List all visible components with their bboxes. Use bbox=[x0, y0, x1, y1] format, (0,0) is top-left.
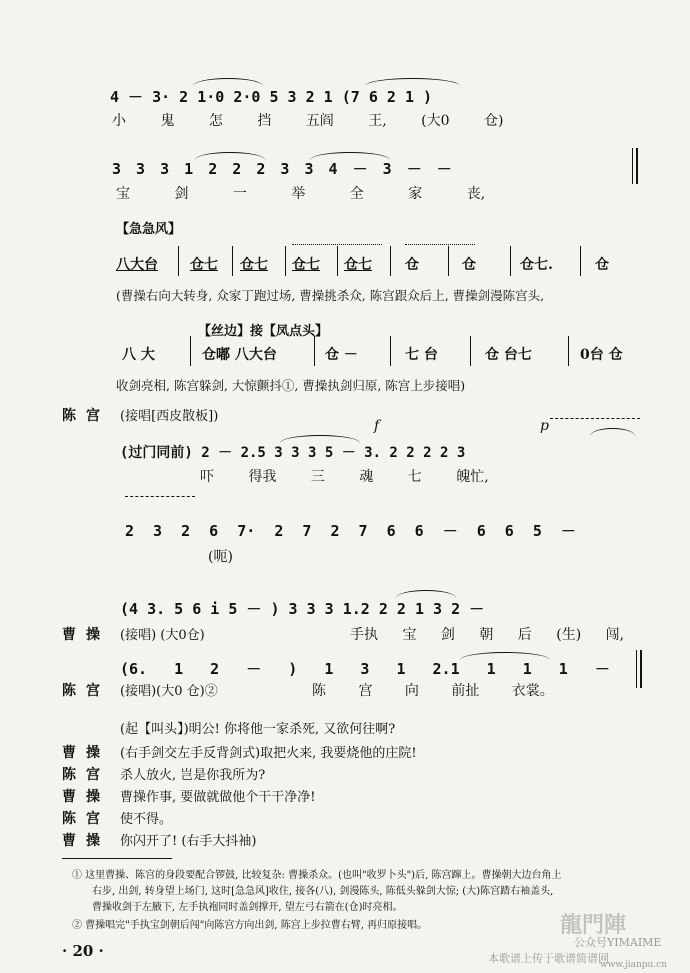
percussion-cell-1: 八大台 bbox=[116, 257, 158, 273]
notation-row-6: 2 3 2 6 7· 2 7 2 7 6 6 － 6 6 5 － bbox=[125, 522, 576, 540]
section-heading-sibian: 【丝边】接【凤点头】 bbox=[198, 324, 329, 339]
interlude-row-8: (接唱)(大0 仓)② bbox=[120, 684, 218, 699]
notation-row-2: 3 3 3 1 2 2 2 3 3 4 － 3 － － bbox=[112, 160, 452, 178]
dialogue-line-1: (起【叫头】)明公! 你将他一家杀死, 又欲何往啊? bbox=[120, 722, 396, 737]
page-number: · 20 · bbox=[62, 942, 104, 960]
percussion-cell-6: 仓 bbox=[405, 257, 419, 273]
lyric-row-2: 宝 剑 一 举 全 家 丧, bbox=[116, 186, 486, 202]
dialogue-role-5: 陈宫 bbox=[62, 811, 110, 827]
percussion-row-4-cell-2: 仓嘟 八大台 bbox=[202, 347, 277, 363]
dialogue-line-2: (右手剑交左手反背剑式)取把火来, 我要烧他的庄院! bbox=[120, 746, 417, 761]
role-label-chengong-1: 陈宫 bbox=[62, 408, 110, 424]
percussion-row-4-cell-3: 仓 － bbox=[325, 347, 358, 363]
percussion-cell-7: 仓 bbox=[462, 257, 476, 273]
percussion-cell-9: 仓 bbox=[595, 257, 609, 273]
lyric-row-8: 陈 宫 向 前扯 衣裳。 bbox=[312, 683, 554, 699]
percussion-row-4-cell-1: 八 大 bbox=[122, 347, 155, 363]
dialogue-role-2: 曹操 bbox=[62, 745, 110, 761]
footnote-1-line-3: 曹操收剑于左腋下, 左手执袍同时盖剑撑开, 望左弓右箭在(仓)时亮相。 bbox=[92, 902, 403, 913]
notation-row-8: (6. 1 2 － ) 1 3 1 2.1 1 1 1 － bbox=[120, 660, 610, 678]
watermark-line-1: 公众号YIMAIME bbox=[574, 936, 662, 949]
watermark-line-2: 本歌谱上传于歌谱简谱网 bbox=[488, 952, 609, 965]
lyric-row-1: 小 鬼 怎 挡 五阎 王, (大0 仓) bbox=[112, 113, 504, 129]
interlude-row-7: (接唱) (大0仓) bbox=[120, 628, 205, 643]
dialogue-line-6: 你闪开了! (右手大抖袖) bbox=[120, 834, 257, 849]
aria-heading-xipi: (接唱[西皮散板]) bbox=[120, 409, 219, 424]
percussion-row-4-cell-6: 0台 仓 bbox=[580, 347, 623, 363]
dialogue-role-6: 曹操 bbox=[62, 833, 110, 849]
section-heading-jijifeng: 【急急风】 bbox=[116, 222, 182, 237]
percussion-cell-8: 仓七. bbox=[520, 257, 553, 273]
role-label-chengong-2: 陈宫 bbox=[62, 683, 110, 699]
stage-direction-2: 收剑亮相, 陈宫躲剑, 大惊颤抖①, 曹操执剑归原, 陈宫上步接唱) bbox=[116, 378, 466, 393]
dialogue-line-4: 曹操作事, 要做就做他个干干净净! bbox=[120, 790, 316, 805]
dialogue-line-3: 杀人放火, 岂是你我所为? bbox=[120, 768, 266, 783]
stage-direction-1: (曹操右向大转身, 众家丁跑过场, 曹操挑杀众, 陈宫跟众后上, 曹操剑漫陈宫头, bbox=[116, 288, 545, 303]
percussion-row-4-cell-5: 仓 台七 bbox=[485, 347, 532, 363]
percussion-cell-5: 仓七 bbox=[344, 257, 372, 273]
dialogue-line-5: 使不得。 bbox=[120, 812, 173, 827]
watermark-line-3: www.jianpu.cn bbox=[600, 960, 667, 970]
footnote-1-line-2: 右步, 出剑, 转身望上场门, 这时[急急风]收住, 接各(八), 剑漫陈头, 陈低头躲剑大惊; (大)陈宫踏右袖盖头, bbox=[92, 886, 554, 897]
notation-row-1: 4 － 3· 2 1·0 2·0 5 3 2 1 (7 6 2 1 ) bbox=[110, 88, 433, 106]
notation-row-5: (过门同前) 2 － 2.5 3 3 3 5 － 3. 2 2 2 2 3 bbox=[120, 445, 466, 461]
lyric-row-5: 吓 得我 三 魂 七 魄忙, bbox=[200, 469, 489, 485]
percussion-cell-3: 仓七 bbox=[240, 257, 268, 273]
percussion-cell-4: 仓七 bbox=[292, 257, 320, 273]
percussion-cell-2: 仓七 bbox=[190, 257, 218, 273]
notation-row-7: (4 3. 5 6 i 5 － ) 3 3 3 1.2 2 2 1 3 2 － bbox=[120, 600, 485, 618]
footnote-1-line-1: ① 这里曹操、陈宫的身段要配合锣鼓, 比较复杂: 曹操杀众。(也叫"收罗卜头")后, 陈宫蹿上。曹操朝大边台角上 bbox=[72, 870, 562, 881]
dialogue-role-4: 曹操 bbox=[62, 789, 110, 805]
role-label-caocao-1: 曹操 bbox=[62, 627, 110, 643]
lyric-row-7: 手执 宝 剑 朝 后 (生) 闯, bbox=[350, 627, 625, 643]
footnote-2: ② 曹操唱完"手执宝剑朝后闯"向陈宫方向出剑, 陈宫上步拉曹右臂, 再归原接唱。 bbox=[72, 920, 428, 931]
dialogue-role-3: 陈宫 bbox=[62, 767, 110, 783]
percussion-row-4-cell-4: 七 台 bbox=[405, 347, 438, 363]
watermark-logo: 龍門陣 bbox=[560, 912, 627, 938]
lyric-row-6: (呃) bbox=[208, 549, 233, 565]
